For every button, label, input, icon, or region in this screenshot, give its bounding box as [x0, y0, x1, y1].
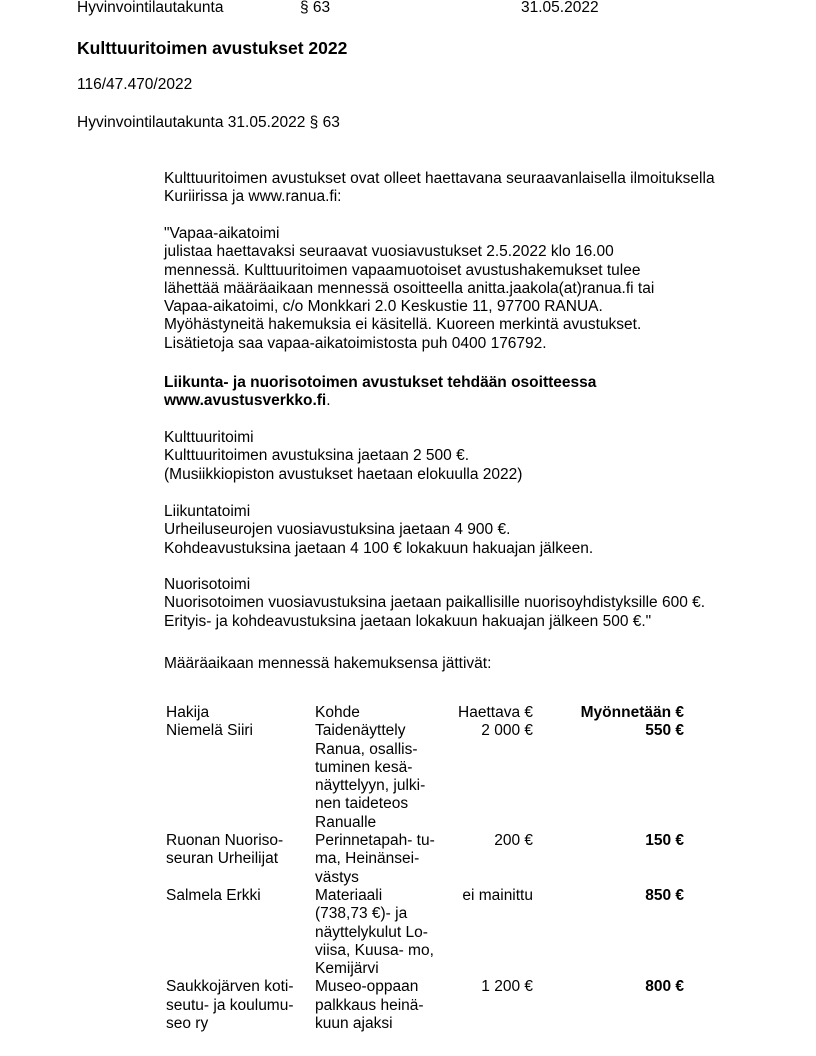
table-row	[163, 887, 684, 978]
table-row	[163, 832, 684, 887]
applicant-line: Salmela Erkki	[166, 886, 261, 904]
target-line: västys	[315, 868, 359, 886]
applicant-line: seo ry	[166, 1015, 209, 1033]
target-line: palkkaus heinä-	[315, 996, 424, 1014]
bold-notice-tail: .	[326, 392, 331, 410]
applicant-line: Saukkojärven koti-	[166, 978, 294, 996]
section-heading: Liikuntatoimi	[164, 503, 251, 520]
section-line: Kohdeavustuksina jaetaan 4 100 € lokakuun hakuajan jälkeen.	[164, 539, 594, 557]
bold-notice-line: Liikunta- ja nuorisotoimen avustukset tehdään osoitteessa	[164, 374, 597, 391]
granted-cell: 850 €	[645, 886, 684, 904]
announcement-line: lähettää määräaikaan mennessä osoitteella anitta.jaakola(at)ranua.fi tai	[164, 279, 655, 297]
target-line: viisa, Kuusa- mo,	[315, 941, 434, 959]
applicant-line: seutu- ja koulumu-	[166, 996, 294, 1014]
record-number: 116/47.470/2022	[77, 76, 193, 93]
bold-notice	[164, 374, 596, 411]
applicant-line: Ruonan Nuoriso-	[166, 832, 284, 850]
granted-cell: 550 €	[645, 722, 684, 740]
applicant-line: seuran Urheilijat	[166, 850, 278, 868]
target-line: ma, Heinänsei-	[315, 850, 420, 868]
table-header-row	[163, 704, 684, 722]
target-line: Kemijärvi	[315, 960, 379, 978]
intro-paragraph	[164, 170, 715, 207]
table-row	[163, 722, 684, 832]
target-line: Perinnetapah- tu-	[315, 832, 435, 850]
section-liikuntatoimi	[164, 503, 593, 558]
requested-cell: ei mainittu	[462, 886, 533, 904]
target-cell	[312, 887, 445, 978]
meeting-reference: Hyvinvointilautakunta 31.05.2022 § 63	[77, 114, 340, 131]
target-line: Ranua, osallis-	[315, 740, 418, 758]
header-granted: Myönnetään €	[580, 704, 684, 721]
target-line: Taidenäyttely	[315, 722, 406, 740]
target-cell	[312, 978, 445, 1033]
applicant-line: Niemelä Siiri	[166, 722, 253, 740]
target-line: nen taideteos	[315, 795, 409, 813]
intro-line: Kulttuuritoimen avustukset ovat olleet haettavana seuraavanlaisella ilmoituksella	[164, 170, 715, 187]
target-line: näyttelyyn, julki-	[315, 777, 426, 795]
section-line: Kulttuuritoimen avustuksina jaetaan 2 500 €.	[164, 447, 470, 465]
avustusverkko-link-text: www.avustusverkko.fi	[164, 392, 327, 410]
announcement-paragraph	[164, 225, 654, 353]
section-line: Nuorisotoimen vuosiavustuksina jaetaan paikallisille nuorisoyhdistyksille 600 €.	[164, 594, 706, 612]
section-kulttuuritoimi	[164, 429, 522, 484]
requested-cell: 1 200 €	[481, 978, 533, 996]
target-line: kuun ajaksi	[315, 1015, 393, 1033]
header-section: § 63	[300, 0, 331, 16]
applicant-cell	[163, 722, 312, 832]
announcement-line: mennessä. Kulttuuritoimen vapaamuotoiset avustushakemukset tulee	[164, 261, 641, 279]
target-cell	[312, 832, 445, 887]
target-line: (738,73 €)- ja	[315, 905, 408, 923]
announcement-line: Vapaa-aikatoimi, c/o Monkkari 2.0 Keskustie 11, 97700 RANUA.	[164, 298, 603, 316]
announcement-line: julistaa haettavaksi seuraavat vuosiavustukset 2.5.2022 klo 16.00	[164, 243, 614, 261]
header-requested: Haettava €	[458, 704, 533, 721]
announcement-line: Myöhästyneitä hakemuksia ei käsitellä. Kuoreen merkintä avustukset.	[164, 316, 642, 334]
section-heading: Kulttuuritoimi	[164, 429, 254, 446]
requested-cell: 2 000 €	[481, 722, 533, 740]
announcement-line: Lisätietoja saa vapaa-aikatoimistosta puh 0400 176792.	[164, 334, 547, 352]
target-cell	[312, 722, 445, 832]
applicant-cell	[163, 832, 312, 887]
granted-cell: 150 €	[645, 832, 684, 850]
header-applicant: Hakija	[166, 704, 210, 721]
announcement-line: "Vapaa-aikatoimi	[164, 225, 280, 242]
page-title: Kulttuuritoimen avustukset 2022	[77, 38, 348, 58]
applicants-intro: Määräaikaan mennessä hakemuksensa jättivät:	[164, 655, 492, 672]
section-line: (Musiikkiopiston avustukset haetaan elokuulla 2022)	[164, 465, 523, 483]
requested-cell: 200 €	[494, 832, 533, 850]
target-line: tuminen kesä-	[315, 758, 413, 776]
header-target: Kohde	[315, 704, 360, 721]
header-date: 31.05.2022	[521, 0, 599, 16]
applicant-cell	[163, 887, 312, 978]
intro-line: Kuriirissa ja www.ranua.fi:	[164, 188, 342, 206]
section-heading: Nuorisotoimi	[164, 576, 251, 593]
section-nuorisotoimi	[164, 576, 705, 631]
section-line: Erityis- ja kohdeavustuksina jaetaan lokakuun hakuajan jälkeen 500 €."	[164, 612, 652, 630]
granted-cell: 800 €	[645, 978, 684, 996]
target-line: Ranualle	[315, 813, 377, 831]
target-line: näyttelykulut Lo-	[315, 923, 428, 941]
applicant-cell	[163, 978, 312, 1033]
target-line: Museo-oppaan	[315, 978, 419, 996]
table-row	[163, 978, 684, 1033]
grants-table	[163, 704, 684, 1033]
target-line: Materiaali	[315, 886, 383, 904]
header-committee: Hyvinvointilautakunta	[77, 0, 224, 16]
section-line: Urheiluseurojen vuosiavustuksina jaetaan 4 900 €.	[164, 521, 511, 539]
